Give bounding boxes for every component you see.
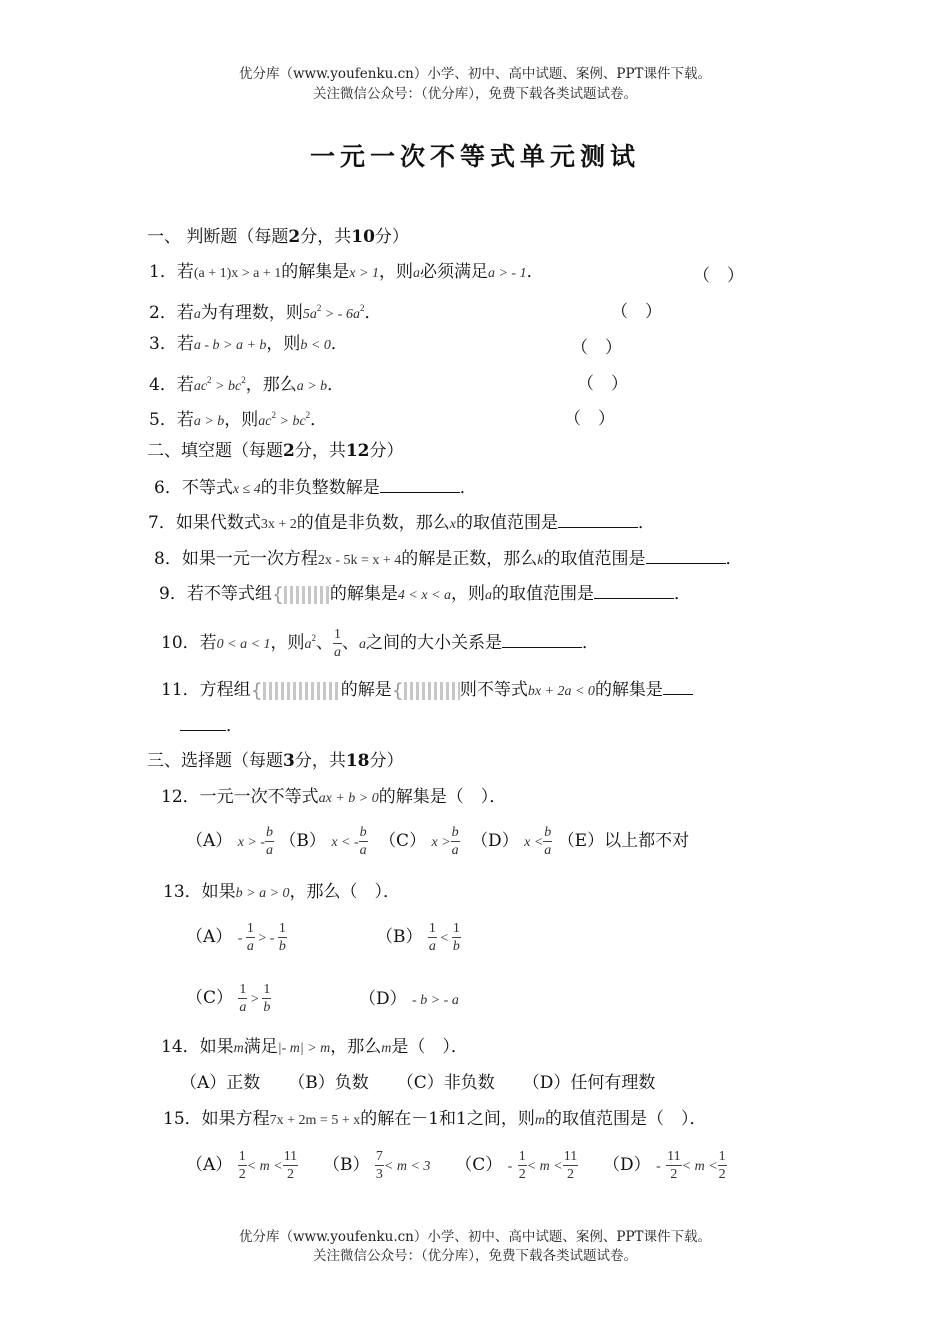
question-10: 10．若0 < a < 1，则$a^2$、 $\frac{1}{a}$ 、a之间的大小关系是 ． xyxy=(161,627,600,660)
fill-blank-10[interactable] xyxy=(502,631,582,648)
header-line-1: 优分库（www.youfenku.cn）小学、初中、高中试题、案例、PPT课件下载。 xyxy=(238,66,712,82)
question-8: 8．如果一元一次方程2x - 5k = x + 4的解是正数，那么k的取值范围是 ． xyxy=(154,549,743,569)
option-14d[interactable]: （D）任何有理数 xyxy=(522,1073,656,1093)
system-brace-icon: { xyxy=(391,679,404,702)
answer-paren-5[interactable]: （ ） xyxy=(564,409,615,429)
option-12c[interactable]: （C） x > $\frac{b}{a}$ xyxy=(379,825,459,858)
option-13c[interactable]: （C） $\frac{1}{a}$ > $\frac{1}{b}$ xyxy=(186,982,271,1015)
option-12d[interactable]: （D） x < $\frac{b}{a}$ xyxy=(471,825,552,858)
system-brace-icon: { xyxy=(250,679,263,702)
question-12-options xyxy=(186,824,689,860)
fill-blank-9[interactable] xyxy=(594,582,674,599)
question-13: 13．如果b > a > 0，那么（ ）． xyxy=(163,882,401,902)
option-13d[interactable]: （D） - b > - a xyxy=(359,989,459,1009)
question-3: 3．若a - b > a + b，则b < 0． xyxy=(149,334,348,354)
fraction-1-over-a: $\frac{1}{a}$ xyxy=(334,627,342,660)
option-15c[interactable]: （C） - $\frac{1}{2}$ < m < $\frac{11}{2}$ xyxy=(455,1149,578,1182)
answer-paren-2[interactable]: （ ） xyxy=(611,302,662,322)
footer-line-1: 优分库（www.youfenku.cn）小学、初中、高中试题、案例、PPT课件下载。 xyxy=(238,1229,712,1245)
section-2-heading: 二、填空题（每题2分，共12分） xyxy=(147,441,404,461)
answer-paren-4[interactable]: （ ） xyxy=(577,374,628,394)
question-11: 11．方程组{ 的解是{ 则不等式bx + 2a < 0的解集是 xyxy=(161,678,693,703)
fill-blank-7[interactable] xyxy=(558,511,638,528)
system-brace-icon: { xyxy=(271,583,284,606)
answer-paren-1[interactable]: （ ） xyxy=(693,266,744,286)
fill-blank-8[interactable] xyxy=(646,547,726,564)
question-6: 6．不等式x ≤ 4的非负整数解是 ． xyxy=(154,478,477,498)
question-15: 15．如果方程7x + 2m = 5 + x的解在－1和1之间，则m的取值范围是（ ）． xyxy=(163,1109,707,1129)
question-4: 4．若$ac^2 > bc^2$，那么a > b． xyxy=(149,375,345,395)
answer-paren-3[interactable]: （ ） xyxy=(571,338,622,358)
question-5: 5．若a > b，则$ac^2 > bc^2$． xyxy=(149,410,328,430)
question-11-continued: ． xyxy=(180,714,243,737)
option-14b[interactable]: （B）负数 xyxy=(288,1073,369,1093)
question-14: 14．如果m满足|- m| > m，那么m是（ ）． xyxy=(161,1037,468,1057)
option-14a[interactable]: （A）正数 xyxy=(180,1073,261,1093)
question-9: 9．若不等式组{ 的解集是4 < x < a，则a的取值范围是 ． xyxy=(159,583,692,606)
option-14c[interactable]: （C）非负数 xyxy=(396,1073,495,1093)
fill-blank-6[interactable] xyxy=(380,476,460,493)
system-placeholder xyxy=(284,586,330,604)
option-12e[interactable]: （E）以上都不对 xyxy=(557,831,690,851)
header-line-2: 关注微信公众号：（优分库），免费下载各类试题试卷。 xyxy=(313,86,637,102)
page-title: 一元一次不等式单元测试 xyxy=(309,142,640,171)
option-12a[interactable]: （A） x > - $\frac{b}{a}$ xyxy=(186,825,274,858)
question-1: 1．若(a + 1)x > a + 1的解集是x > 1，则a必须满足a > - 1． xyxy=(149,262,544,282)
section-1-heading: 一、 判断题（每题2分，共10分） xyxy=(147,227,409,247)
system-placeholder xyxy=(404,682,460,700)
option-15d[interactable]: （D） - $\frac{11}{2}$ < m < $\frac{1}{2}$ xyxy=(603,1149,726,1182)
question-12: 12．一元一次不等式ax + b > 0的解集是（ ）． xyxy=(161,787,507,807)
option-15b[interactable]: （B） $\frac{7}{3}$ < m < 3 xyxy=(323,1149,431,1182)
option-15a[interactable]: （A） $\frac{1}{2}$ < m < $\frac{11}{2}$ xyxy=(186,1149,298,1182)
question-15-options xyxy=(186,1148,727,1184)
question-7: 7．如果代数式3x + 2的值是非负数，那么x的取值范围是 ． xyxy=(148,513,655,533)
system-placeholder xyxy=(263,682,341,700)
fill-blank-11a[interactable] xyxy=(663,678,693,695)
fill-blank-11b[interactable] xyxy=(180,714,226,731)
section-3-heading: 三、选择题（每题3分，共18分） xyxy=(147,751,404,771)
option-13a[interactable]: （A） - $\frac{1}{a}$ > - $\frac{1}{b}$ xyxy=(186,921,286,954)
footer-line-2: 关注微信公众号：（优分库），免费下载各类试题试卷。 xyxy=(313,1248,637,1264)
question-14-options xyxy=(180,1072,655,1094)
option-12b[interactable]: （B） x < - $\frac{b}{a}$ xyxy=(279,825,367,858)
option-13b[interactable]: （B） $\frac{1}{a}$ < $\frac{1}{b}$ xyxy=(376,921,460,954)
question-2: 2．若a为有理数，则$5a^2$ > - $6a^2$． xyxy=(149,303,382,323)
